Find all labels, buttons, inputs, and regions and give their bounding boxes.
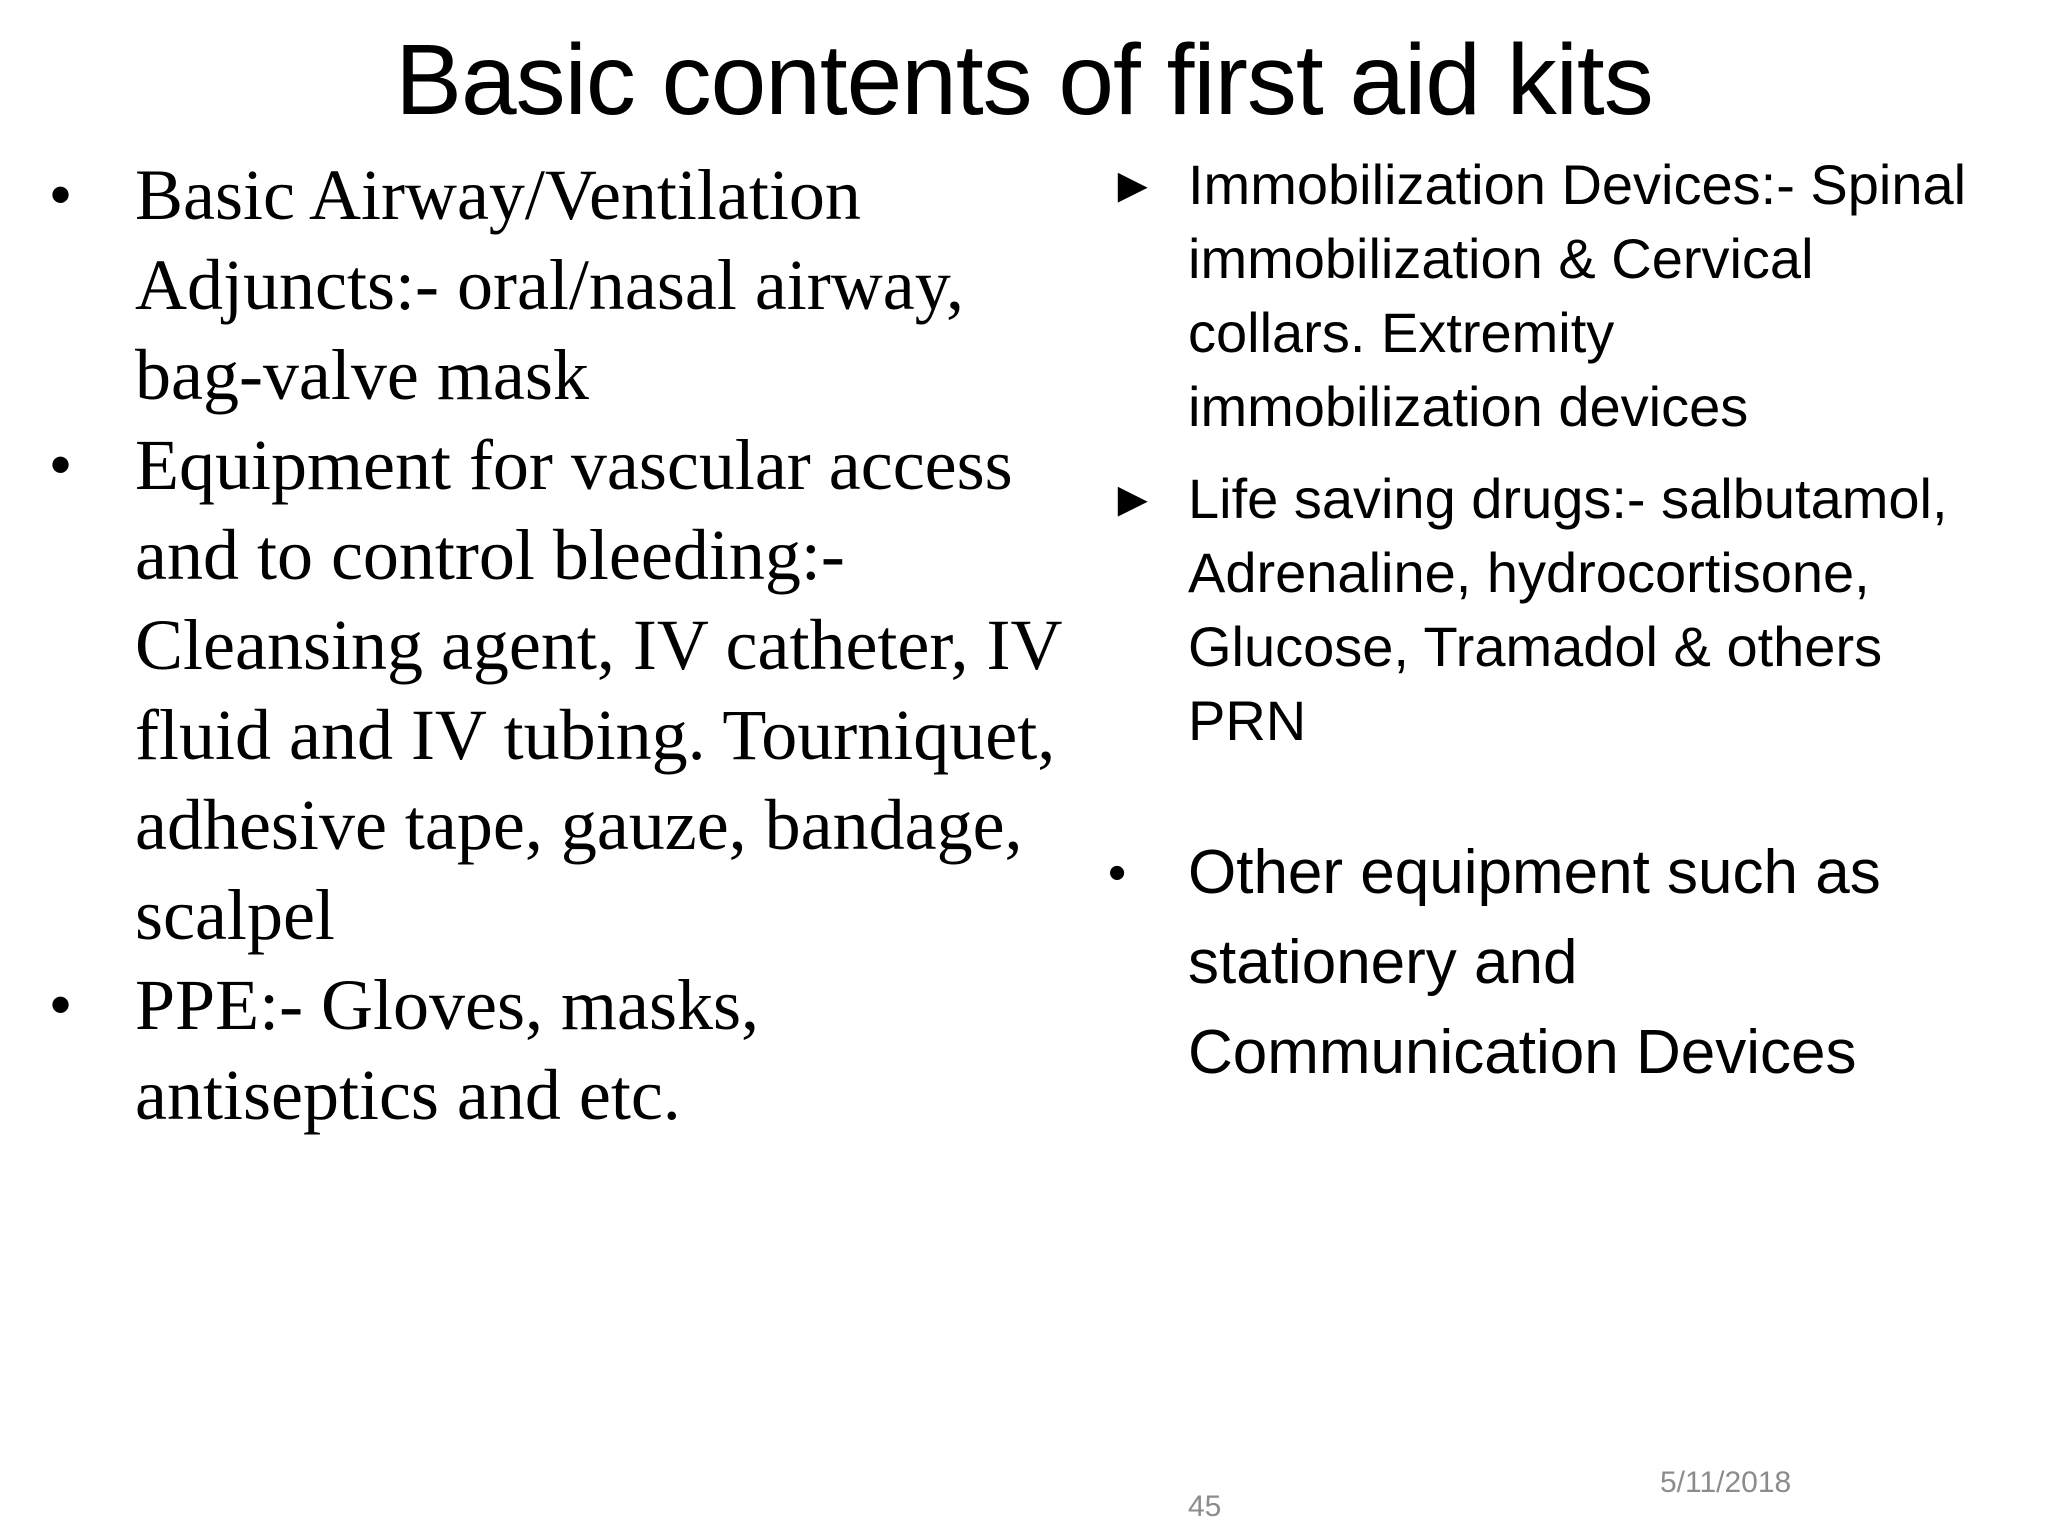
list-item bbox=[1108, 828, 2008, 1098]
page-number: 45 bbox=[1188, 1490, 1222, 1523]
arrow-list-item bbox=[1108, 148, 2008, 444]
list-item bbox=[50, 960, 1040, 1140]
arrow-list-item bbox=[1108, 462, 2008, 758]
slide-title: Basic contents of first aid kits bbox=[395, 24, 1653, 136]
arrow-bullet-icon: ► bbox=[1108, 471, 1158, 527]
arrow-bullet-icon: ► bbox=[1108, 157, 1158, 213]
list-item-text: Equipment for vascular access and to control bleeding:- Cleansing agent, IV catheter, IV fluid and IV tubing. Tourniquet, adhesive tape, gauze, bandage, scalpel bbox=[135, 425, 1062, 955]
list-item-text: Other equipment such as stationery and Communication Devices bbox=[1188, 838, 1881, 1087]
right-list bbox=[1108, 148, 2008, 1098]
list-item-text: Life saving drugs:- salbutamol, Adrenaline, hydrocortisone, Glucose, Tramadol & others PRN bbox=[1188, 467, 1948, 752]
list-item bbox=[50, 150, 1040, 420]
list-item-text: Basic Airway/Ventilation Adjuncts:- oral/nasal airway, bag-valve mask bbox=[135, 155, 965, 415]
footer-date: 5/11/2018 bbox=[1660, 1466, 1792, 1499]
bullet-icon: • bbox=[50, 971, 72, 1038]
list-item-text: PPE:- Gloves, masks, antiseptics and etc. bbox=[135, 965, 760, 1135]
bullet-icon: • bbox=[1108, 844, 1127, 902]
left-bullet-list bbox=[50, 150, 1062, 1140]
list-item bbox=[50, 420, 1062, 960]
list-item-text: Immobilization Devices:- Spinal immobilization & Cervical collars. Extremity immobilization devices bbox=[1188, 153, 1967, 438]
bullet-icon: • bbox=[50, 161, 72, 228]
bullet-icon: • bbox=[50, 431, 72, 498]
